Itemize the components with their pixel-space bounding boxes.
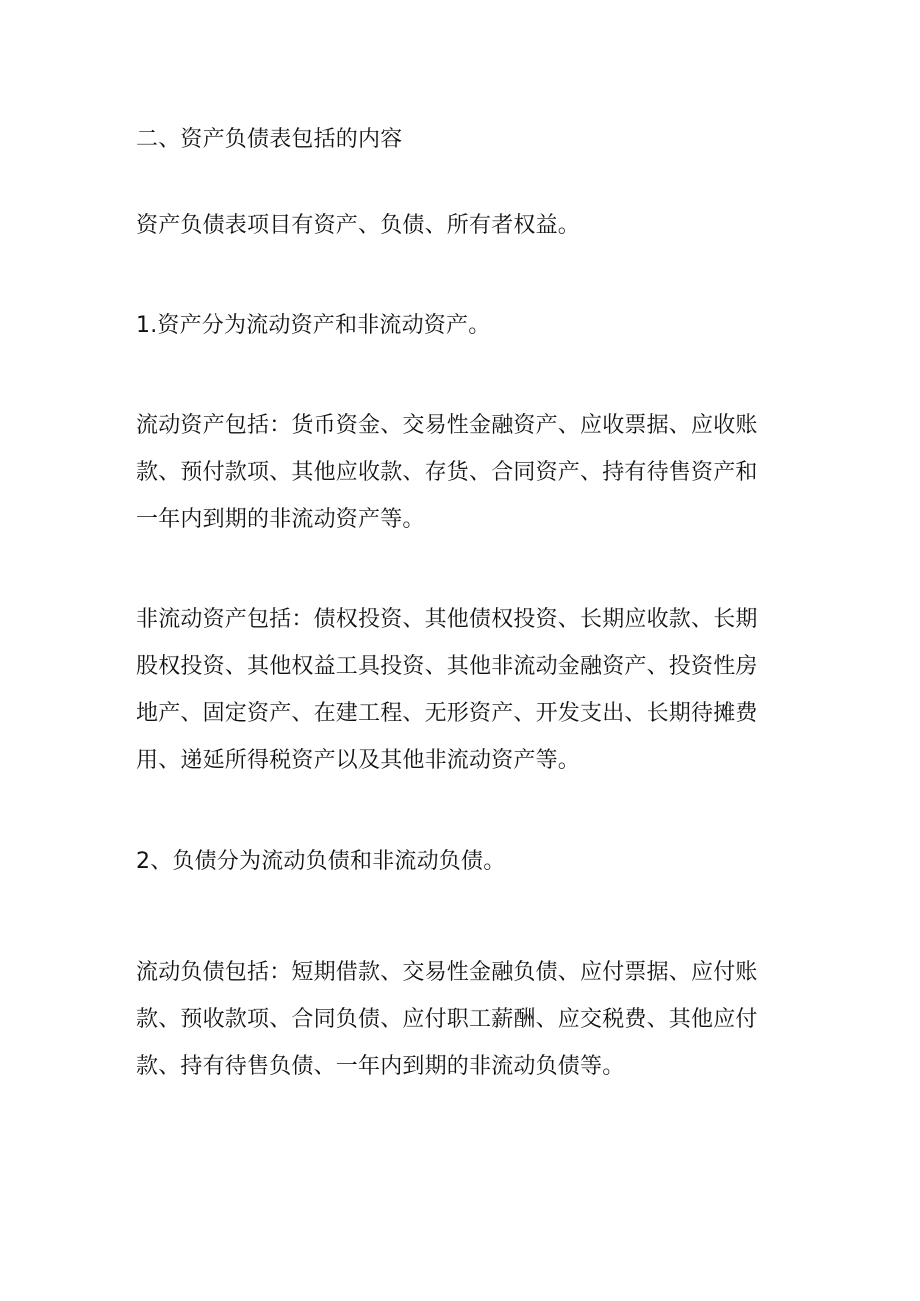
current-liabilities-paragraph: 流动负债包括：短期借款、交易性金融负债、应付票据、应付账款、预收款项、合同负债、应付职工薪酬、应交税费、其他应付款、持有待售负债、一年内到期的非流动负债等。 <box>136 960 758 1079</box>
intro-paragraph: 资产负债表项目有资产、负债、所有者权益。 <box>136 213 581 238</box>
liabilities-title: 2、负债分为流动负债和非流动负债。 <box>136 849 506 874</box>
assets-title: 1.资产分为流动资产和非流动资产。 <box>136 313 491 338</box>
noncurrent-assets-paragraph: 非流动资产包括：债权投资、其他债权投资、长期应收款、长期股权投资、其他权益工具投资、其他非流动金融资产、投资性房地产、固定资产、在建工程、无形资产、开发支出、长期待摊费用、递延所得税资产以及其他非流动资产等。 <box>136 607 758 773</box>
current-assets-paragraph: 流动资产包括：货币资金、交易性金融资产、应收票据、应收账款、预付款项、其他应收款、存货、合同资产、持有待售资产和一年内到期的非流动资产等。 <box>136 413 758 532</box>
section-heading: 二、资产负债表包括的内容 <box>136 127 403 152</box>
